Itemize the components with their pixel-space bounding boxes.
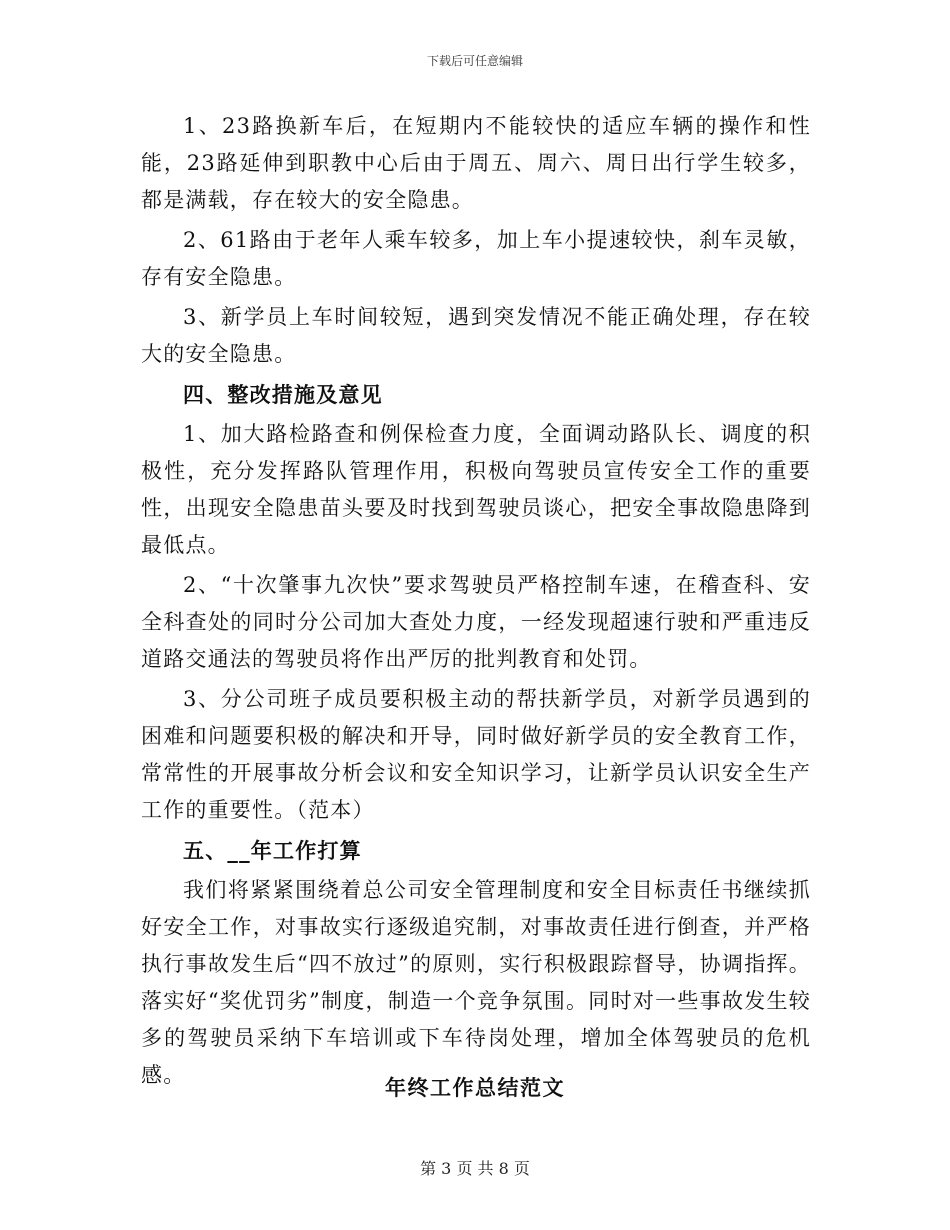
section-heading-5: 五、__年工作打算 [183,838,362,863]
document-body [141,108,811,1097]
section-heading-4: 四、整改措施及意见 [183,382,383,407]
page-footer-number: 第 3 页 共 8 页 [420,1159,530,1178]
paragraph-measure-1: 1、加大路检路查和例保检查力度，全面调动路队长、调度的积极性，充分发挥路队管理作用，积极向驾驶员宣传安全工作的重要性，出现安全隐患苗头要及时找到驾驶员谈心，把安全事故隐患降到最低点。 [141,422,811,557]
next-article-title: 年终工作总结范文 [385,1075,565,1100]
paragraph-issue-1: 1、23路换新车后，在短期内不能较快的适应车辆的操作和性能，23路延伸到职教中心后由于周五、周六、周日出行学生较多，都是满载，存在较大的安全隐患。 [141,114,811,212]
paragraph-measure-2: 2、“十次肇事九次快”要求驾驶员严格控制车速，在稽查科、安全科查处的同时分公司加大查处力度，一经发现超速行驶和严重违反道路交通法的驾驶员将作出严厉的批判教育和处罚。 [141,573,811,671]
paragraph-issue-2: 2、61路由于老年人乘车较多，加上车小提速较快，刹车灵敏，存有安全隐患。 [141,228,811,289]
paragraph-plan: 我们将紧紧围绕着总公司安全管理制度和安全目标责任书继续抓好安全工作，对事故实行逐级追究制，对事故责任进行倒查，并严格执行事故发生后“四不放过”的原则，实行积极跟踪督导，协调指挥。落实好“奖优罚劣”制度，制造一个竞争氛围。同时对一些事故发生较多的驾驶员采纳下车培训或下车待岗处理，增加全体驾驶员的危机感。 [141,878,811,1087]
paragraph-issue-3: 3、新学员上车时间较短，遇到突发情况不能正确处理，存在较大的安全隐患。 [141,305,811,366]
paragraph-measure-3: 3、分公司班子成员要积极主动的帮扶新学员，对新学员遇到的困难和问题要积极的解决和开导，同时做好新学员的安全教育工作，常常性的开展事故分析会议和安全知识学习，让新学员认识安全生产工作的重要性。（范本） [141,687,811,822]
page-header-note: 下载后可任意编辑 [426,54,523,68]
